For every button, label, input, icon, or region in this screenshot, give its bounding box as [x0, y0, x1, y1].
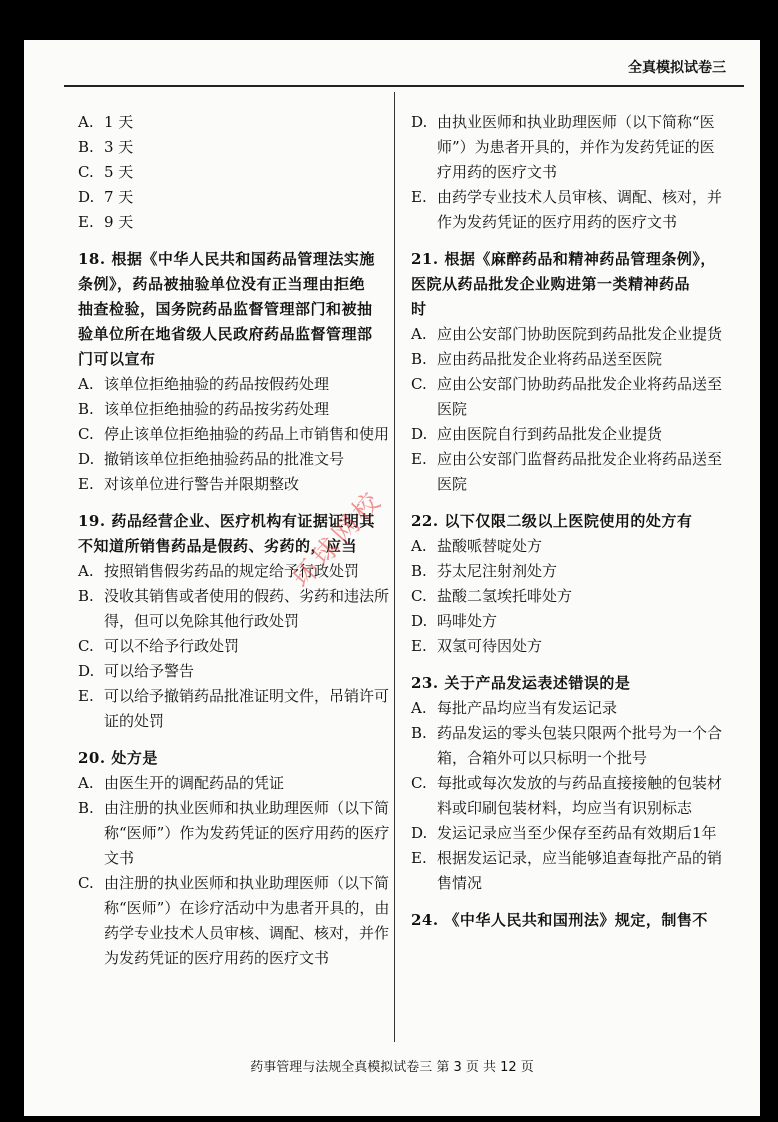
exam-page [24, 40, 760, 1116]
q18-stem: 18. 根据《中华人民共和国药品管理法实施 条例》，药品被抽验单位没有正当理由拒绝 抽查检验，国务院药品监督管理部门和被抽 验单位所在地省级人民政府药品监督管理部 门可以宣布 [78, 250, 375, 368]
q18-option-c: C. 停止该单位拒绝抽验的药品上市销售和使用 [78, 425, 390, 443]
q17-option-e: E. 9 天 [78, 213, 134, 231]
q18-option-d: D. 撤销该单位拒绝抽验药品的批准文号 [78, 450, 345, 468]
q18-option-b: B. 该单位拒绝抽验的药品按劣药处理 [78, 400, 330, 418]
q22-option-c: C. 盐酸二氢埃托啡处方 [411, 587, 573, 605]
q17-option-b: B. 3 天 [78, 138, 134, 156]
header-rule [64, 85, 744, 87]
q21-option-c: C. 应由公安部门协助药品批发企业将药品送至医院 [411, 375, 723, 418]
q23-option-e: E. 根据发运记录，应当能够追查每批产品的销售情况 [411, 849, 723, 892]
q20-option-d: D. 由执业医师和执业助理医师（以下简称“医师”）为患者开具的，并作为发药凭证的医疗用药的医疗文书 [411, 113, 715, 181]
page-header-title: 全真模拟试卷三 [628, 60, 726, 76]
q22-option-d: D. 吗啡处方 [411, 612, 498, 630]
q17-option-a: A. 1 天 [78, 113, 134, 131]
q20-option-c: C. 由注册的执业医师和执业助理医师（以下简称“医师”）在诊疗活动中为患者开具的，由药学专业技术人员审核、调配、核对，并作为发药凭证的医疗用药的医疗文书 [78, 874, 390, 967]
q19-option-d: D. 可以给予警告 [78, 662, 195, 680]
q24-stem: 24. 《中华人民共和国刑法》规定，制售不 [411, 911, 708, 929]
q19-option-e: E. 可以给予撤销药品批准证明文件，吊销许可证的处罚 [78, 687, 390, 730]
q20-option-b: B. 由注册的执业医师和执业助理医师（以下简称“医师”）作为发药凭证的医疗用药的医疗文书 [78, 799, 390, 867]
q19-stem: 19. 药品经营企业、医疗机构有证据证明其 不知道所销售药品是假药、劣药的，应当 [78, 512, 375, 555]
q21-stem: 21. 根据《麻醉药品和精神药品管理条例》， 医院从药品批发企业购进第一类精神药品 时 [411, 250, 716, 318]
page-footer: 药事管理与法规全真模拟试卷三 第 3 页 共 12 页 [250, 1060, 534, 1075]
q21-option-b: B. 应由药品批发企业将药品送至医院 [411, 350, 663, 368]
q23-option-c: C. 每批或每次发放的与药品直接接触的包装材料或印刷包装材料，均应当有识别标志 [411, 774, 723, 817]
q17-option-d: D. 7 天 [78, 188, 134, 206]
q19-option-b: B. 没收其销售或者使用的假药、劣药和违法所得，但可以免除其他行政处罚 [78, 587, 390, 630]
q22-stem: 22. 以下仅限二级以上医院使用的处方有 [411, 512, 693, 530]
q20-option-a: A. 由医生开的调配药品的凭证 [78, 774, 285, 792]
q18-option-e: E. 对该单位进行警告并限期整改 [78, 475, 300, 493]
q23-stem: 23. 关于产品发运表述错误的是 [411, 674, 631, 692]
q23-option-a: A. 每批产品均应当有发运记录 [411, 699, 618, 717]
q22-option-e: E. 双氢可待因处方 [411, 637, 543, 655]
q19-option-a: A. 按照销售假劣药品的规定给予行政处罚 [78, 562, 360, 580]
watermark: 环球网校 [286, 484, 390, 595]
q17-options [78, 110, 396, 235]
q21-option-a: A. 应由公安部门协助医院到药品批发企业提货 [411, 325, 723, 343]
q19-option-c: C. 可以不给予行政处罚 [78, 637, 240, 655]
right-column [411, 110, 729, 933]
q17-option-c: C. 5 天 [78, 163, 134, 181]
q23-option-b: B. 药品发运的零头包装只限两个批号为一个合箱，合箱外可以只标明一个批号 [411, 724, 723, 767]
q21-option-e: E. 应由公安部门监督药品批发企业将药品送至医院 [411, 450, 723, 493]
q21-option-d: D. 应由医院自行到药品批发企业提货 [411, 425, 663, 443]
q23-option-d: D. 发运记录应当至少保存至药品有效期后1年 [411, 824, 717, 842]
q20-stem: 20. 处方是 [78, 749, 158, 767]
q22-option-b: B. 芬太尼注射剂处方 [411, 562, 558, 580]
q18-option-a: A. 该单位拒绝抽验的药品按假药处理 [78, 375, 330, 393]
q22-option-a: A. 盐酸哌替啶处方 [411, 537, 543, 555]
q20-option-e: E. 由药学专业技术人员审核、调配、核对，并作为发药凭证的医疗用药的医疗文书 [411, 188, 723, 231]
